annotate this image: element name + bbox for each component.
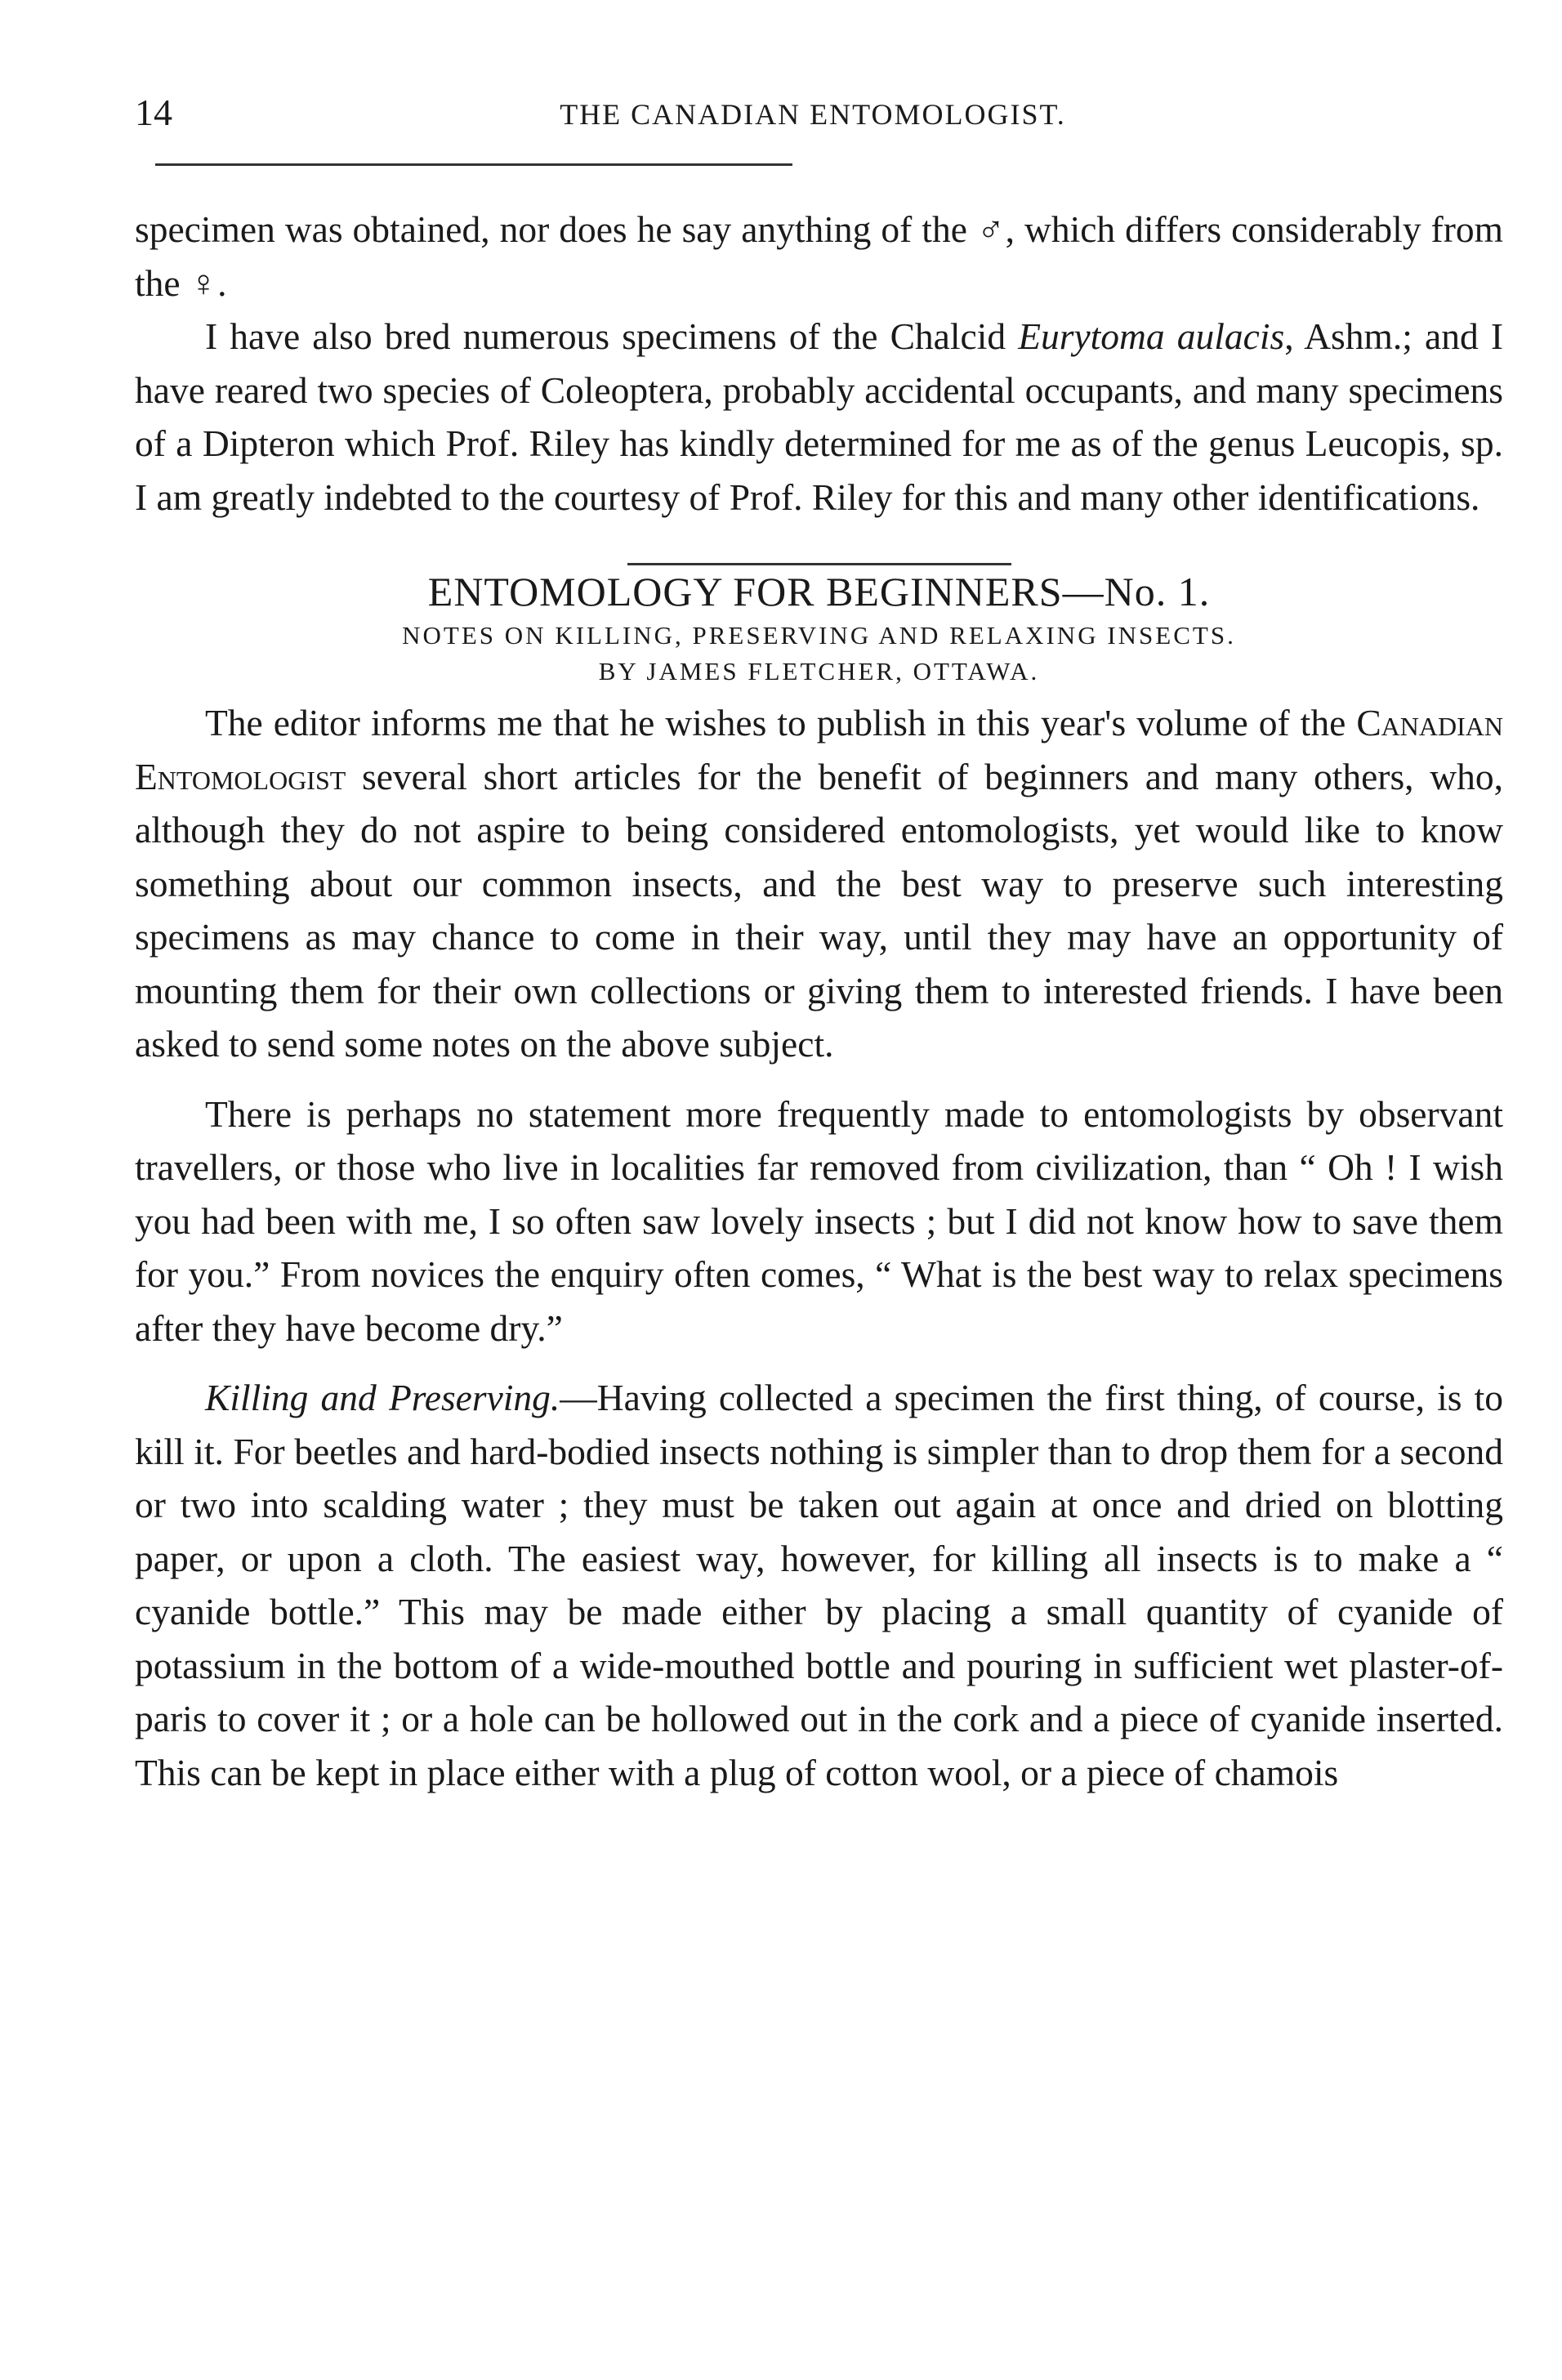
species-name: Eurytoma aulacis (1018, 315, 1285, 357)
article-subtitle: NOTES ON KILLING, PRESERVING AND RELAXING INSECTS. (402, 621, 1236, 650)
article-paragraph: The editor informs me that he wishes to publish in this year's volume of the Canadian Entomologist several short articles for the benefit of beginners and many others, who, although they do not aspire to being considered entomologists, yet would like to know something about our common insects, and the best way to preserve such interesting specimens as may chance to come in their way, until they may have an opportunity of mounting them for their own collections or giving them to interested friends. I have been asked to send some notes on the above subject. (135, 702, 1503, 1065)
running-head (135, 88, 1491, 137)
continuation-paragraph: specimen was obtained, nor does he say anything of the ♂, which differs considerably from the ♀. (135, 208, 1503, 304)
article-paragraph: There is perhaps no statement more frequently made to entomologists by observant travellers, or those who live in localities far removed from civilization, than “ Oh ! I wish you had been with me, I so often saw lovely insects ; but I did not know how to save them for you.” From novices the enquiry often comes, “ What is the best way to relax specimens after they have become dry.” (135, 1092, 1503, 1349)
continuation-paragraph: I have also bred numerous specimens of the Chalcid Eurytoma aulacis, Ashm.; and I have reared two species of Coleoptera, probably accidental occupants, and many specimens of a Dipteron which Prof. Riley has kindly determined for me as of the genus Leucopis, sp. I am greatly indebted to the courtesy of Prof. Riley for this and many other identifications. (135, 315, 1503, 518)
header-rule (155, 163, 792, 166)
page-body (135, 203, 1503, 1799)
running-title: THE CANADIAN ENTOMOLOGIST. (560, 98, 1066, 131)
article-byline: BY JAMES FLETCHER, OTTAWA. (598, 657, 1040, 685)
paragraph-heading: Killing and Preserving. (205, 1377, 560, 1418)
article-paragraph: Killing and Preserving.—Having collected a specimen the first thing, of course, is to kill it. For beetles and hard-bodied insects nothing is simpler than to drop them for a second or two into scalding water ; they must be taken out again at once and dried on blotting paper, or upon a cloth. The easiest way, however, for killing all insects is to make a “ cyanide bottle.” This may be made either by placing a small quantity of cyanide of potassium in the bottom of a wide-mouthed bottle and pouring in sufficient wet plaster-of-paris to cover it ; or a hole can be hollowed out in the cork and a piece of cyanide inserted. This can be kept in place either with a plug of cotton wool, or a piece of chamois (135, 1377, 1503, 1793)
journal-name: Canadian Entomologist (135, 702, 1503, 797)
page-number: 14 (135, 92, 172, 133)
article-title: ENTOMOLOGY FOR BEGINNERS—No. 1. (427, 569, 1211, 614)
